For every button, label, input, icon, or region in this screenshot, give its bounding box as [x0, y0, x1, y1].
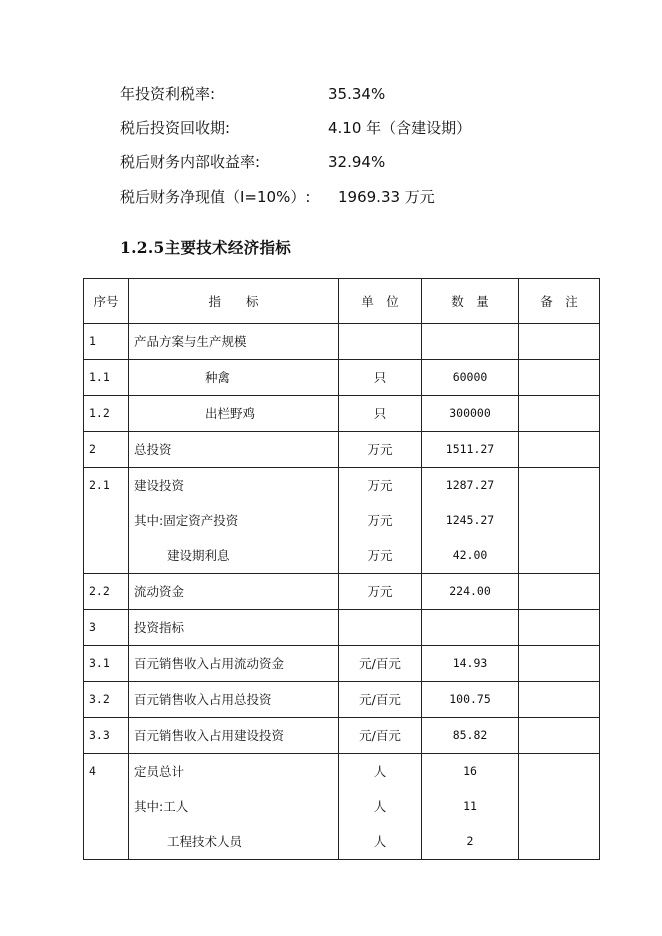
cell-quantity	[422, 396, 519, 432]
row-seq: 1.2	[89, 406, 110, 420]
cell-quantity	[422, 468, 519, 574]
cell-seq	[84, 468, 129, 574]
indicator-unit: 人	[373, 834, 387, 849]
cell-unit	[339, 396, 422, 432]
row-seq: 2.1	[89, 478, 110, 492]
indicator-quantity	[422, 324, 518, 359]
row-seq: 4	[89, 764, 96, 778]
cell-note	[519, 718, 600, 754]
indicator-name: 其中:工人	[134, 799, 189, 814]
cell-note	[519, 360, 600, 396]
cell-seq	[84, 324, 129, 360]
table-row	[84, 610, 600, 646]
table-row	[84, 324, 600, 360]
cell-unit	[339, 360, 422, 396]
indicator-unit: 人	[373, 764, 387, 779]
cell-seq	[84, 574, 129, 610]
indicator-quantity: 11	[463, 799, 477, 813]
cell-indicator	[129, 718, 339, 754]
summary-row-annual-profit-tax-rate	[120, 84, 386, 104]
summary-row-payback-period	[120, 118, 472, 138]
cell-quantity	[422, 646, 519, 682]
indicator-unit: 万元	[367, 548, 393, 563]
cell-indicator	[129, 468, 339, 574]
table-row	[84, 468, 600, 574]
indicator-unit	[339, 324, 421, 359]
table-row	[84, 646, 600, 682]
row-seq: 3.2	[89, 692, 110, 706]
cell-note	[519, 646, 600, 682]
header-unit: 单 位	[339, 279, 422, 324]
cell-indicator	[129, 324, 339, 360]
indicator-unit: 元/百元	[359, 692, 401, 707]
indicator-name: 种禽	[205, 370, 231, 385]
row-seq: 3	[89, 620, 96, 634]
section-title: 1.2.5主要技术经济指标	[120, 238, 292, 257]
indicator-name: 流动资金	[134, 584, 185, 599]
indicator-unit: 只	[373, 370, 387, 385]
indicator-quantity: 1511.27	[445, 442, 495, 456]
cell-note	[519, 468, 600, 574]
row-seq: 3.3	[89, 728, 110, 742]
cell-indicator	[129, 754, 339, 860]
indicator-name: 其中:固定资产投资	[134, 513, 239, 528]
header-quantity: 数 量	[422, 279, 519, 324]
cell-indicator	[129, 432, 339, 468]
cell-unit	[339, 574, 422, 610]
summary-value: 4.10 年（含建设期）	[328, 119, 472, 137]
row-seq: 1	[89, 334, 96, 348]
indicator-quantity	[422, 610, 518, 645]
summary-value: 1969.33 万元	[338, 188, 435, 206]
summary-label: 税后投资回收期:	[120, 119, 231, 137]
cell-note	[519, 396, 600, 432]
indicator-unit: 元/百元	[359, 728, 401, 743]
indicator-quantity: 1287.27	[445, 478, 495, 492]
cell-seq	[84, 360, 129, 396]
summary-label: 年投资利税率:	[120, 85, 216, 103]
cell-unit	[339, 682, 422, 718]
indicator-name: 工程技术人员	[167, 834, 243, 849]
indicator-quantity: 60000	[452, 370, 488, 384]
cell-note	[519, 574, 600, 610]
header-note: 备 注	[519, 279, 600, 324]
table-row	[84, 718, 600, 754]
cell-quantity	[422, 574, 519, 610]
cell-unit	[339, 718, 422, 754]
indicator-quantity: 2	[466, 834, 474, 848]
cell-quantity	[422, 610, 519, 646]
cell-note	[519, 682, 600, 718]
indicator-quantity: 300000	[449, 406, 491, 420]
table-row	[84, 754, 600, 860]
cell-seq	[84, 682, 129, 718]
indicator-unit	[339, 610, 421, 645]
indicator-quantity: 1245.27	[445, 513, 495, 527]
indicator-name: 产品方案与生产规模	[134, 334, 247, 349]
summary-row-irr	[120, 152, 386, 172]
summary-label: 税后财务净现值（I=10%）:	[120, 188, 311, 206]
indicator-unit: 人	[373, 799, 387, 814]
cell-unit	[339, 432, 422, 468]
indicator-quantity: 16	[463, 764, 477, 778]
cell-indicator	[129, 610, 339, 646]
cell-indicator	[129, 682, 339, 718]
indicator-name: 建设期利息	[167, 548, 230, 563]
cell-quantity	[422, 360, 519, 396]
cell-unit	[339, 610, 422, 646]
cell-quantity	[422, 754, 519, 860]
indicator-name: 建设投资	[134, 478, 185, 493]
cell-note	[519, 324, 600, 360]
summary-value: 35.34%	[328, 85, 386, 103]
indicator-unit: 元/百元	[359, 656, 401, 671]
cell-unit	[339, 646, 422, 682]
cell-indicator	[129, 646, 339, 682]
cell-seq	[84, 432, 129, 468]
table-row	[84, 682, 600, 718]
indicator-unit: 万元	[367, 584, 393, 599]
cell-note	[519, 610, 600, 646]
indicator-name: 百元销售收入占用建设投资	[134, 728, 285, 743]
cell-quantity	[422, 432, 519, 468]
indicator-name: 百元销售收入占用流动资金	[134, 656, 285, 671]
cell-quantity	[422, 718, 519, 754]
cell-indicator	[129, 360, 339, 396]
row-seq: 2.2	[89, 584, 110, 598]
table-header-row	[84, 279, 600, 324]
cell-unit	[339, 754, 422, 860]
cell-seq	[84, 754, 129, 860]
table-row	[84, 432, 600, 468]
indicator-unit: 万元	[367, 478, 393, 493]
cell-note	[519, 432, 600, 468]
cell-seq	[84, 396, 129, 432]
indicator-unit: 只	[373, 406, 387, 421]
indicator-quantity: 85.82	[452, 728, 488, 742]
summary-row-npv	[120, 187, 435, 207]
header-seq: 序号	[84, 279, 129, 324]
row-seq: 1.1	[89, 370, 110, 384]
summary-value: 32.94%	[328, 153, 386, 171]
cell-quantity	[422, 324, 519, 360]
indicator-name: 出栏野鸡	[205, 406, 256, 421]
table-row	[84, 396, 600, 432]
cell-seq	[84, 718, 129, 754]
indicator-quantity: 14.93	[452, 656, 488, 670]
cell-indicator	[129, 574, 339, 610]
row-seq: 3.1	[89, 656, 110, 670]
cell-quantity	[422, 682, 519, 718]
indicator-name: 总投资	[134, 442, 172, 457]
indicator-name: 百元销售收入占用总投资	[134, 692, 272, 707]
cell-seq	[84, 610, 129, 646]
cell-indicator	[129, 396, 339, 432]
indicator-name: 定员总计	[134, 764, 185, 779]
indicator-unit: 万元	[367, 513, 393, 528]
indicators-table	[83, 278, 600, 860]
row-seq: 2	[89, 442, 96, 456]
indicator-quantity: 224.00	[449, 584, 491, 598]
cell-unit	[339, 468, 422, 574]
cell-unit	[339, 324, 422, 360]
indicator-quantity: 100.75	[449, 692, 491, 706]
indicator-quantity: 42.00	[452, 548, 488, 562]
indicator-unit: 万元	[367, 442, 393, 457]
indicator-name: 投资指标	[134, 620, 185, 635]
summary-label: 税后财务内部收益率:	[120, 153, 261, 171]
table-row	[84, 360, 600, 396]
cell-note	[519, 754, 600, 860]
table-row	[84, 574, 600, 610]
cell-seq	[84, 646, 129, 682]
header-indicator: 指 标	[129, 279, 339, 324]
